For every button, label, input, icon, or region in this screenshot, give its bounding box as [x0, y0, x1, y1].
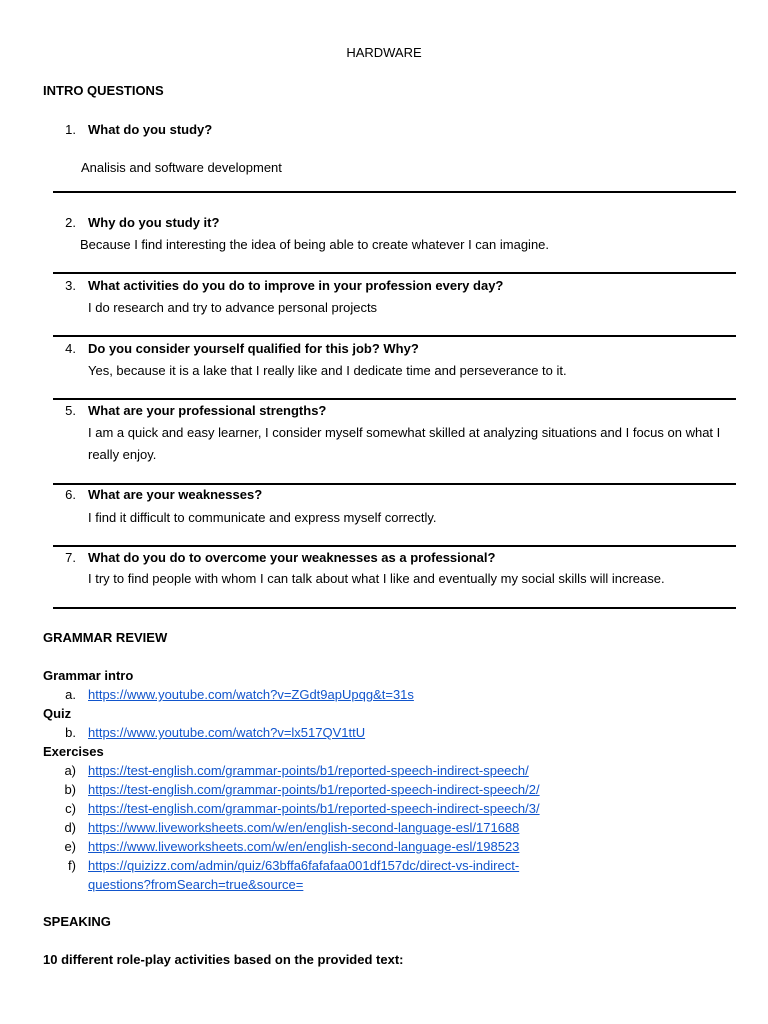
grammar-intro-link[interactable]: https://www.youtube.com/watch?v=ZGdt9apUpqg&t=31s	[88, 687, 414, 702]
answer-text: I find it difficult to communicate and express myself correctly.	[88, 510, 437, 525]
question-text: Why do you study it?	[88, 215, 220, 230]
list-marker: d)	[64, 820, 76, 835]
exercise-link[interactable]: https://test-english.com/grammar-points/b1/reported-speech-indirect-speech/3/	[88, 801, 540, 816]
list-marker: b)	[64, 782, 76, 797]
exercise-link[interactable]: https://test-english.com/grammar-points/b1/reported-speech-indirect-speech/2/	[88, 782, 540, 797]
answer-text: Yes, because it is a lake that I really like and I dedicate time and perseverance to it.	[88, 363, 567, 378]
question-number: 2.	[65, 215, 76, 230]
list-marker: f)	[68, 858, 76, 873]
answer-divider	[53, 545, 736, 547]
question-number: 6.	[65, 487, 76, 502]
answer-divider	[53, 272, 736, 274]
list-marker: a.	[65, 687, 76, 702]
document-title: HARDWARE	[346, 45, 422, 60]
speaking-heading: SPEAKING	[43, 914, 111, 929]
answer-text: I am a quick and easy learner, I consider myself somewhat skilled at analyzing situations and I focus on what I really enjoy.	[88, 425, 721, 462]
quiz-label: Quiz	[43, 706, 72, 721]
question-text: What do you do to overcome your weaknesses as a professional?	[88, 550, 496, 565]
grammar-intro-label: Grammar intro	[43, 668, 134, 683]
answer-text: I try to find people with whom I can talk about what I like and eventually my social skills will increase.	[88, 571, 665, 586]
question-text: Do you consider yourself qualified for this job? Why?	[88, 341, 419, 356]
grammar-review-heading: GRAMMAR REVIEW	[43, 630, 168, 645]
question-text: What are your professional strengths?	[88, 403, 327, 418]
list-marker: a)	[64, 763, 76, 778]
question-number: 3.	[65, 278, 76, 293]
intro-questions-heading: INTRO QUESTIONS	[43, 83, 164, 98]
question-number: 1.	[65, 122, 76, 137]
question-number: 5.	[65, 403, 76, 418]
question-number: 7.	[65, 550, 76, 565]
list-marker: e)	[64, 839, 76, 854]
answer-text: I do research and try to advance personal projects	[88, 300, 378, 315]
question-text: What activities do you do to improve in your profession every day?	[88, 278, 504, 293]
quiz-link[interactable]: https://www.youtube.com/watch?v=lx517QV1ttU	[88, 725, 366, 740]
answer-divider	[53, 335, 736, 337]
exercise-link[interactable]: https://www.liveworksheets.com/w/en/english-second-language-esl/171688	[88, 820, 520, 835]
exercise-link-continued[interactable]: questions?fromSearch=true&source=	[88, 877, 304, 892]
exercise-link[interactable]: https://www.liveworksheets.com/w/en/english-second-language-esl/198523	[88, 839, 520, 854]
answer-text: Because I find interesting the idea of being able to create whatever I can imagine.	[80, 237, 550, 252]
exercises-label: Exercises	[43, 744, 104, 759]
answer-divider	[53, 483, 736, 485]
speaking-subheading: 10 different role-play activities based on the provided text:	[43, 952, 404, 967]
answer-divider	[53, 191, 736, 193]
list-marker: b.	[65, 725, 76, 740]
question-text: What do you study?	[88, 122, 213, 137]
answer-divider	[53, 398, 736, 400]
list-marker: c)	[65, 801, 76, 816]
question-text: What are your weaknesses?	[88, 487, 263, 502]
exercise-link[interactable]: https://test-english.com/grammar-points/b1/reported-speech-indirect-speech/	[88, 763, 529, 778]
answer-divider	[53, 607, 736, 609]
answer-text: Analisis and software development	[81, 160, 282, 175]
exercise-link[interactable]: https://quizizz.com/admin/quiz/63bffa6fafafaa001df157dc/direct-vs-indirect-	[88, 858, 520, 873]
question-number: 4.	[65, 341, 76, 356]
